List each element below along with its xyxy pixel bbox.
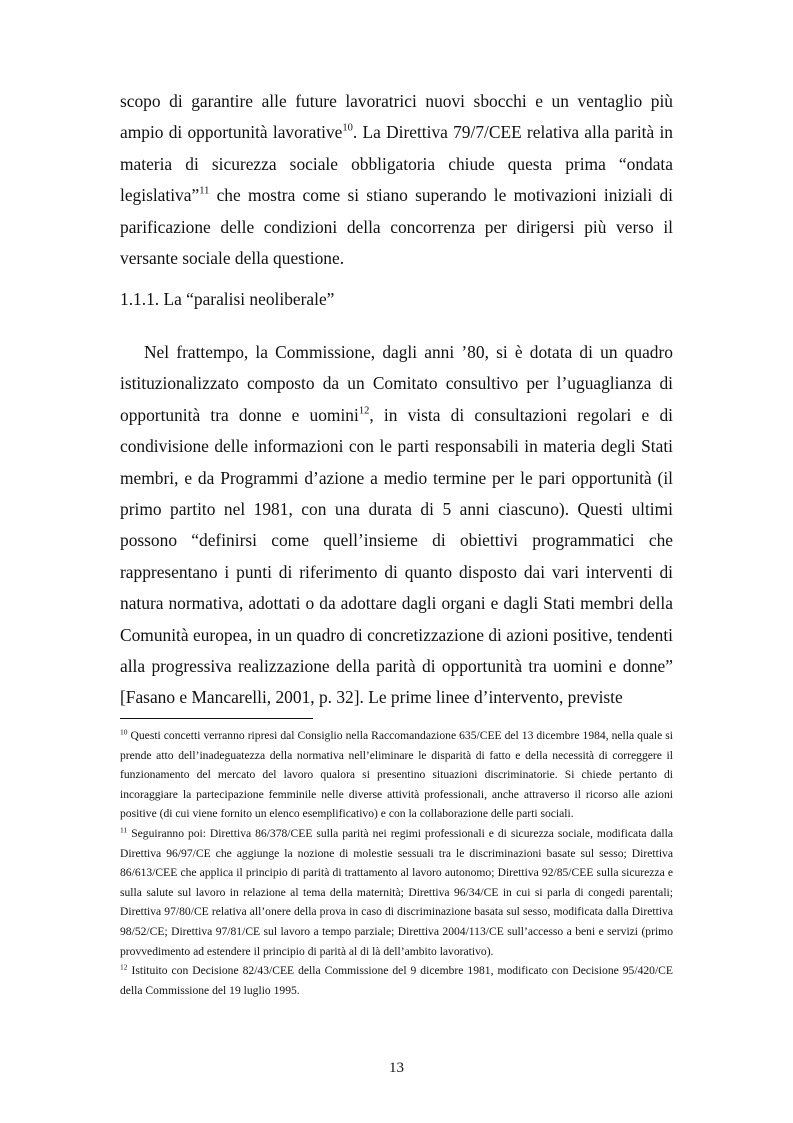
footnote-number: 10 xyxy=(120,727,128,737)
paragraph-text: che mostra come si stiano superando le motivazioni iniziali di parificazione delle condizioni della concorrenza per dirigersi più verso il versante sociale della questione. xyxy=(120,185,673,269)
footnote-number: 11 xyxy=(120,825,128,835)
footnote-reference-11[interactable]: 11 xyxy=(199,185,210,197)
page-number: 13 xyxy=(389,1060,404,1076)
footnote-12 xyxy=(120,961,673,1000)
footnote-text: Seguiranno poi: Direttiva 86/378/CEE sulla parità nei regimi professionali e di sicurezza sociale, modificata dalla Direttiva 96/97/CE che aggiunge la nozione di molestie sessuali tra le discriminazioni basate sul sesso; Direttiva 86/613/CEE che applica il principio di parità di trattamento al lavoro autonomo; Direttiva 92/85/CEE sulla sicurezza e sulla salute sul lavoro in relazione al tema della maternità; Direttiva 96/34/CE in cui si parla di congedi parentali; Direttiva 97/80/CE relativa all’onere della prova in caso di discriminazione basata sul sesso, modificata dalla Direttiva 98/52/CE; Direttiva 97/81/CE sul lavoro a tempo parziale; Direttiva 2004/113/CE sull’accesso a beni e servizi (primo provvedimento ad estendere il principio di parità al di là dell’ambito lavorativo). xyxy=(120,826,673,958)
footnote-11 xyxy=(120,824,673,961)
footnote-reference-12[interactable]: 12 xyxy=(358,405,370,417)
footnotes-section xyxy=(120,726,673,1000)
footnote-reference-10[interactable]: 10 xyxy=(342,122,353,134)
footnote-text: Istituito con Decisione 82/43/CEE della Commissione del 9 dicembre 1981, modificato con Decisione 95/420/CE della Commissione del 19 luglio 1995. xyxy=(120,964,673,997)
body-paragraph-1 xyxy=(120,86,673,274)
footnote-separator xyxy=(120,718,313,719)
section-heading: 1.1.1. La “paralisi neoliberale” xyxy=(120,289,335,309)
paragraph-text: Nel frattempo, la Commissione, dagli anni ’80, si è dotata di un quadro istituzionalizzato composto da un Comitato consultivo per l’uguaglianza di opportunità tra donne e uomini xyxy=(120,342,673,425)
paragraph-text: scopo di garantire alle future lavoratrici nuovi sbocchi e un ventaglio più ampio di opportunità lavorative xyxy=(120,91,673,143)
footnote-number: 12 xyxy=(120,962,128,972)
body-paragraph-2 xyxy=(120,337,673,714)
footnote-text: Questi concetti verranno ripresi dal Consiglio nella Raccomandazione 635/CEE del 13 dicembre 1984, nella quale si prende atto dell’inadeguatezza della normativa nell’eliminare le disparità di fatto e della necessità di correggere il funzionamento del mercato del lavoro qualora si presentino situazioni discriminatorie. Si chiede pertanto di incoraggiare la partecipazione femminile nelle diverse attività professionali, anche attraverso il ricorso alle azioni positive (di cui viene fornito un elenco esemplificativo) e con la collaborazione delle parti sociali. xyxy=(120,729,673,821)
footnote-10 xyxy=(120,726,673,824)
paragraph-text: . La Direttiva 79/7/CEE relativa alla parità in materia di sicurezza sociale obbligatoria chiude questa prima “ondata legislativa” xyxy=(120,122,673,206)
paragraph-text: , in vista di consultazioni regolari e di condivisione delle informazioni con le parti responsabili in materia degli Stati membri, e da Programmi d’azione a medio termine per le pari opportunità (il primo partito nel 1981, con una durata di 5 anni ciascuno). Questi ultimi possono “definirsi come quell’insieme di obiettivi programmatici che rappresentano i punti di riferimento di quanto disposto dai vari interventi di natura normativa, adottati o da adottare dagli organi e dagli Stati membri della Comunità europea, in un quadro di concretizzazione di azioni positive, tendenti alla progressiva realizzazione della parità di opportunità tra uomini e donne” [Fasano e Mancarelli, 2001, p. 32]. Le prime linee d’intervento, previste xyxy=(120,404,673,708)
